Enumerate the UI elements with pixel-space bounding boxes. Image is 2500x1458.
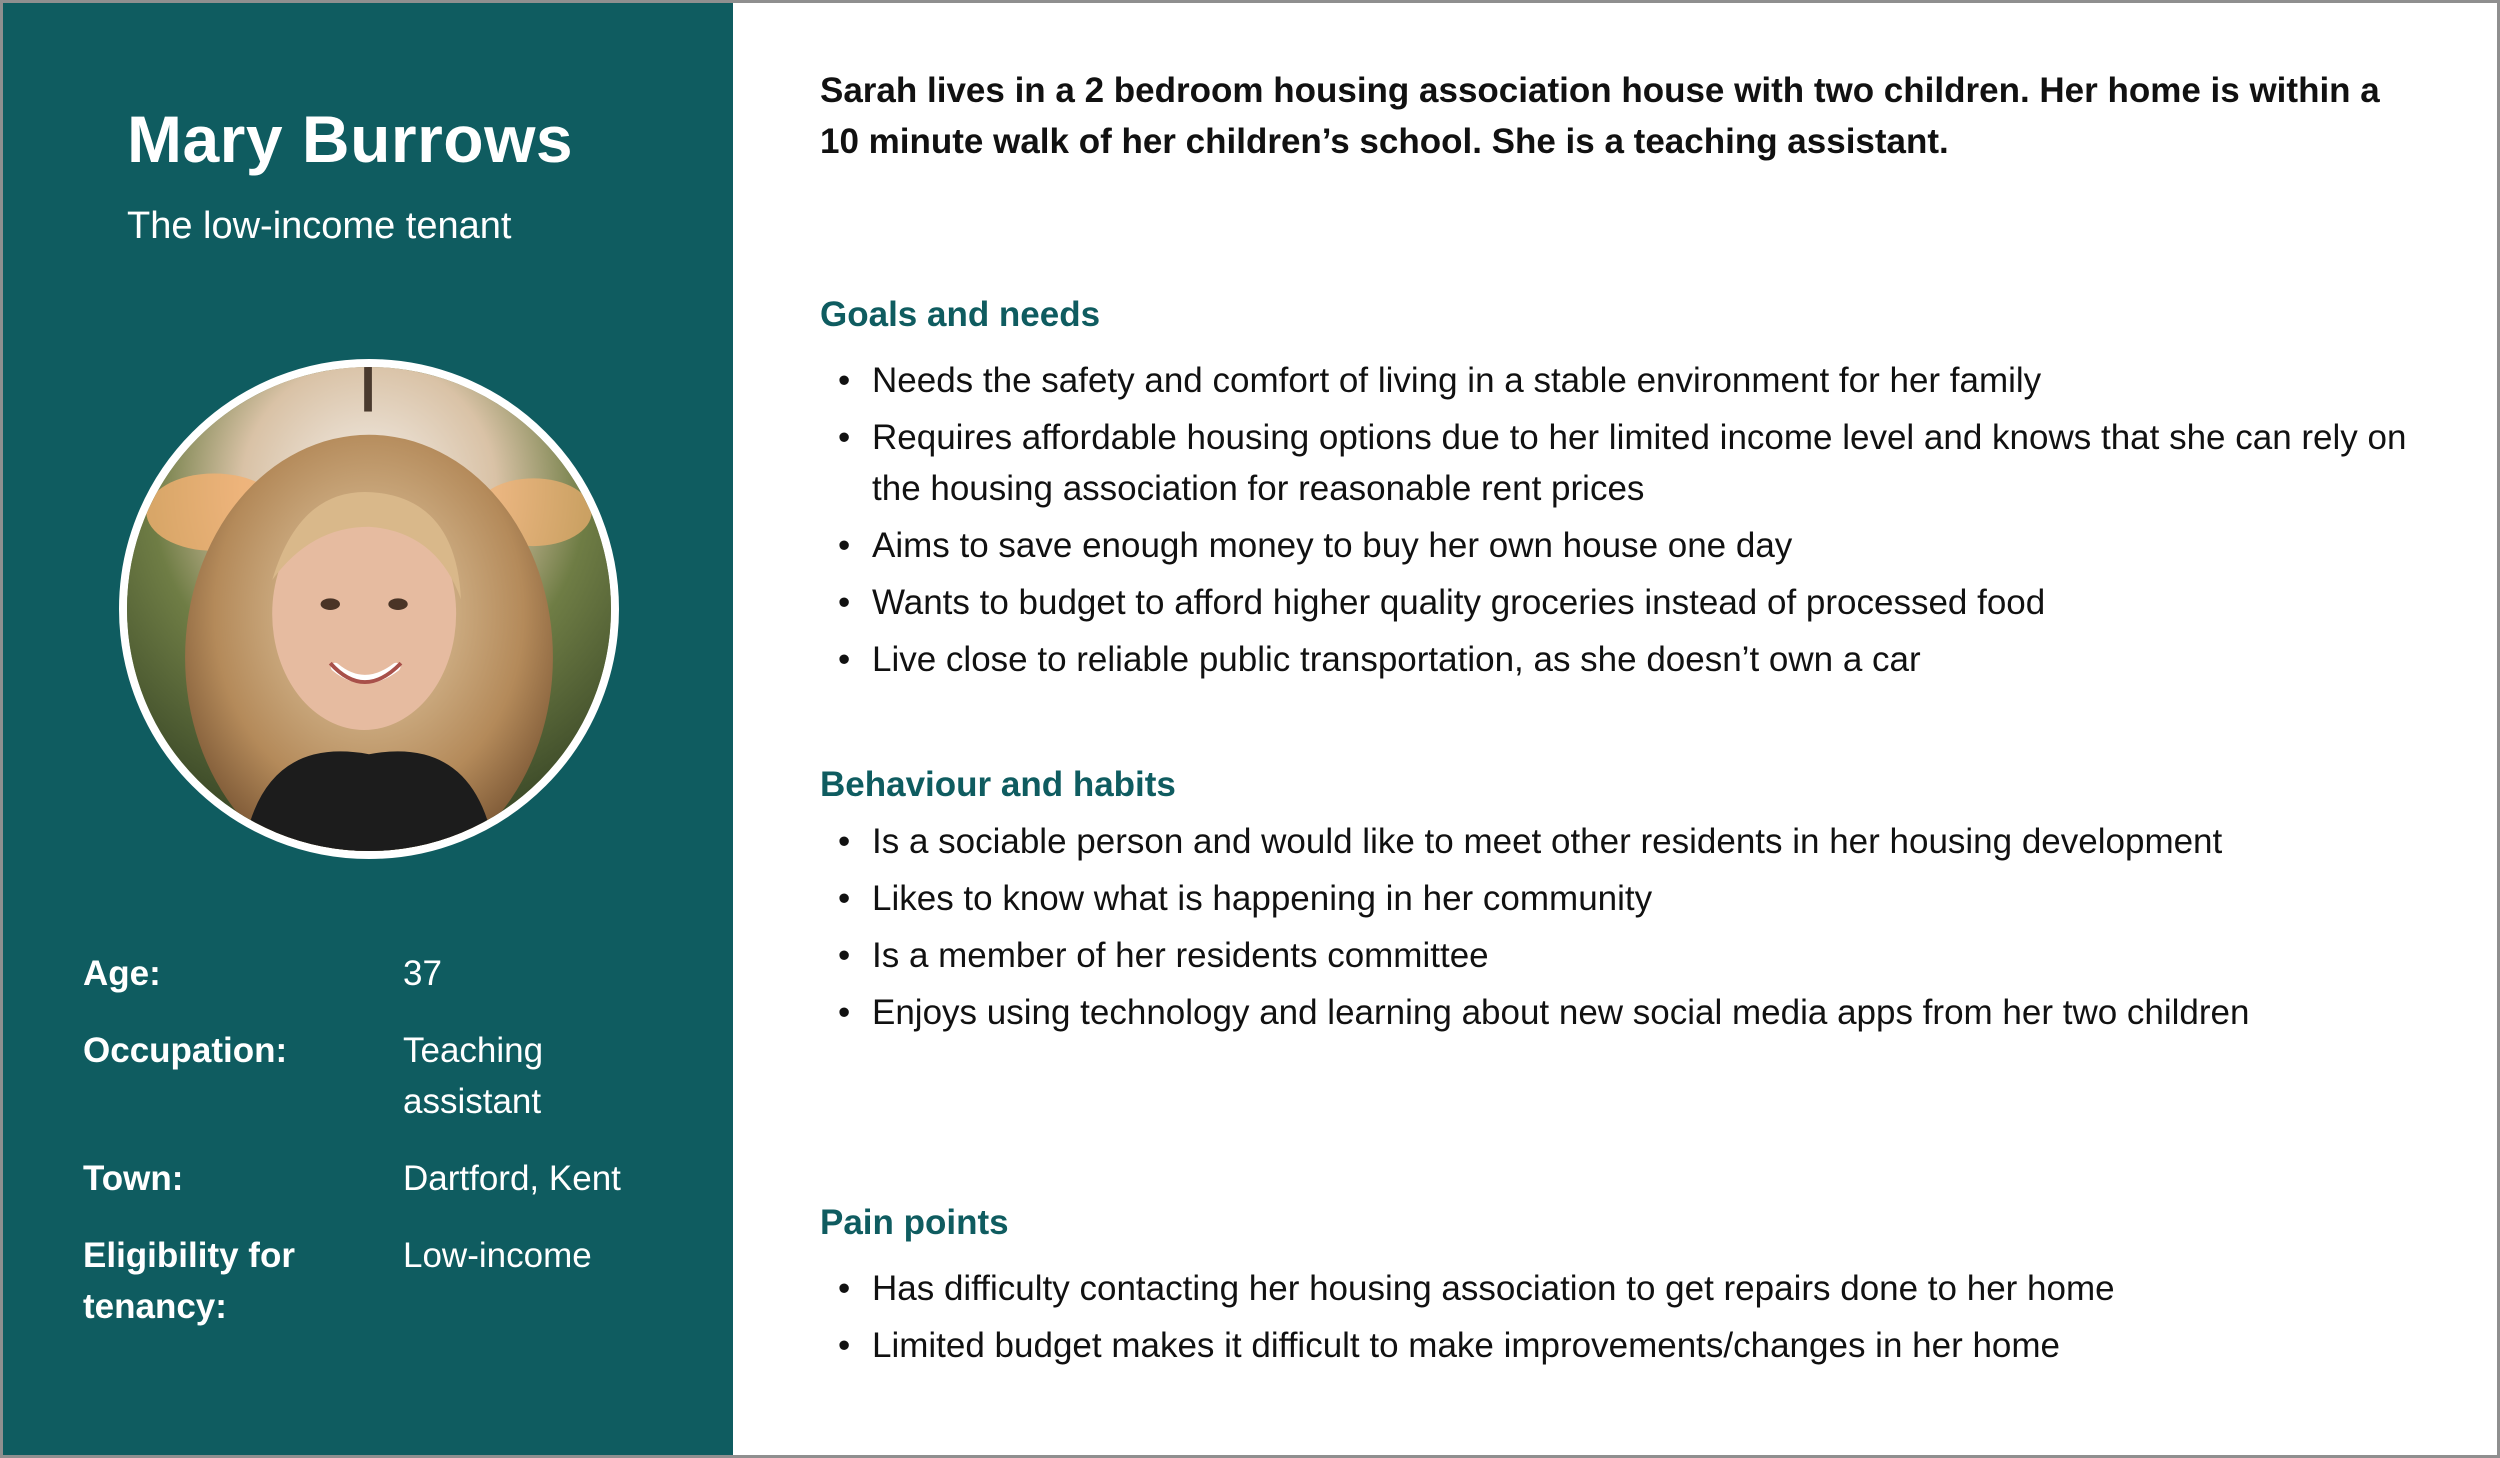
behaviour-heading: Behaviour and habits	[820, 765, 1176, 804]
woman-portrait-image	[127, 367, 611, 851]
list-item: • Limited budget makes it difficult to make improvements/changes in her home	[820, 1320, 2420, 1371]
persona-photo	[119, 359, 619, 859]
detail-label: Town:	[83, 1159, 184, 1198]
detail-value: Dartford, Kent	[403, 1159, 621, 1198]
persona-intro: Sarah lives in a 2 bedroom housing association house with two children. Her home is within a 10 minute walk of her children’s school. She is a teaching assistant.	[820, 71, 2380, 161]
persona-name: Mary Burrows	[127, 102, 574, 176]
list-item: • Is a sociable person and would like to meet other residents in her housing development	[820, 816, 2420, 867]
list-item: • Live close to reliable public transportation, as she doesn’t own a car	[820, 634, 2420, 685]
detail-label: Eligibility for tenancy:	[83, 1236, 295, 1326]
persona-sidebar	[3, 3, 733, 1455]
detail-value: 37	[403, 954, 442, 993]
persona-subtitle: The low-income tenant	[127, 205, 512, 247]
list-item: • Enjoys using technology and learning about new social media apps from her two children	[820, 987, 2420, 1038]
detail-label: Age:	[83, 954, 161, 993]
persona-content	[733, 3, 2497, 1455]
list-item: • Wants to budget to afford higher quality groceries instead of processed food	[820, 577, 2420, 628]
goals-list	[820, 355, 2420, 691]
behaviour-list	[820, 816, 2420, 1044]
list-item: • Likes to know what is happening in her community	[820, 873, 2420, 924]
detail-value: Low-income	[403, 1236, 592, 1275]
detail-label: Occupation:	[83, 1031, 288, 1070]
list-item: • Is a member of her residents committee	[820, 930, 2420, 981]
goals-heading: Goals and needs	[820, 295, 1101, 334]
detail-value: Teaching assistant	[403, 1031, 544, 1121]
pain-points-list	[820, 1263, 2420, 1377]
pain-points-heading: Pain points	[820, 1203, 1009, 1242]
list-item: • Needs the safety and comfort of living in a stable environment for her family	[820, 355, 2420, 406]
list-item: • Aims to save enough money to buy her own house one day	[820, 520, 2420, 571]
list-item: • Requires affordable housing options due to her limited income level and knows that she can rely on the housing association for reasonable rent prices	[820, 412, 2420, 514]
list-item: • Has difficulty contacting her housing association to get repairs done to her home	[820, 1263, 2420, 1314]
